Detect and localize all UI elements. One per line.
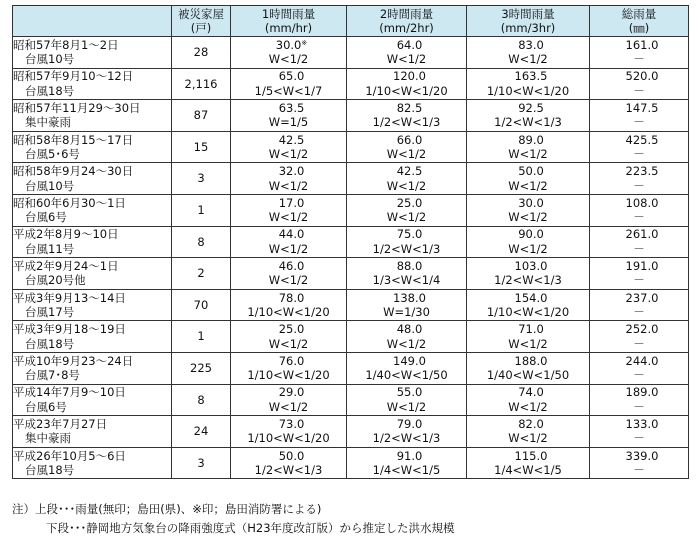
rainfall-2hr-value: 88.0	[396, 258, 423, 273]
event-period-cell	[13, 352, 172, 384]
flood-scale-1hr: W<1/2	[268, 52, 309, 67]
rainfall-3hr-cell	[467, 384, 590, 416]
rainfall-1hr-value: 25.0	[278, 322, 305, 337]
header-period	[13, 6, 172, 37]
damaged-houses-cell: 87	[172, 100, 231, 132]
rainfall-3hr-value: 115.0	[514, 448, 548, 463]
rainfall-1hr-value: 17.0	[278, 195, 305, 210]
rainfall-1hr-cell	[231, 226, 347, 258]
event-name: 台風5･6号	[25, 147, 80, 162]
event-period-cell	[13, 416, 172, 448]
rainfall-1hr-value: 78.0	[278, 290, 305, 305]
event-period-cell	[13, 321, 172, 353]
flood-scale-2hr: 1/10<W<1/20	[365, 83, 448, 98]
total-rainfall-cell	[590, 384, 689, 416]
flood-scale-1hr: W<1/2	[268, 241, 309, 256]
total-rainfall-cell	[590, 68, 689, 100]
rainfall-1hr-cell	[231, 289, 347, 321]
table-row	[13, 100, 689, 132]
header-2hr-rainfall: 2時間雨量 (mm/2hr)	[347, 6, 467, 37]
rainfall-2hr-value: 91.0	[396, 448, 423, 463]
event-name: 台風10号	[25, 52, 75, 67]
total-rainfall-value: 520.0	[625, 69, 659, 84]
rainfall-1hr-value: 32.0	[278, 164, 305, 179]
rainfall-1hr-cell	[231, 194, 347, 226]
rainfall-2hr-value: 120.0	[393, 69, 426, 84]
rainfall-2hr-cell	[347, 163, 467, 195]
table-row	[13, 321, 689, 353]
table-row	[13, 226, 689, 258]
table-row	[13, 258, 689, 290]
rainfall-3hr-value: 163.5	[514, 69, 548, 84]
event-period-cell	[13, 289, 172, 321]
header-3hr-rainfall: 3時間雨量 (mm/3hr)	[467, 6, 590, 37]
rainfall-1hr-cell	[231, 68, 347, 100]
rainfall-1hr-cell	[231, 447, 347, 479]
event-date: 平成3年9月18～19日	[13, 322, 126, 337]
rainfall-3hr-cell	[467, 258, 590, 290]
total-rainfall-value: 261.0	[625, 227, 659, 242]
rainfall-2hr-value: 75.0	[396, 227, 423, 242]
rainfall-3hr-cell	[467, 321, 590, 353]
flood-scale-1hr: W=1/5	[268, 115, 309, 130]
rainfall-1hr-value: 44.0	[278, 227, 305, 242]
total-scale-dash: －	[633, 368, 645, 383]
flood-scale-2hr: 1/2<W<1/3	[372, 115, 441, 130]
event-period-cell	[13, 100, 172, 132]
flood-scale-3hr: W<1/2	[508, 399, 548, 414]
table-row	[13, 416, 689, 448]
total-rainfall-cell	[590, 258, 689, 290]
rainfall-2hr-cell	[347, 194, 467, 226]
event-date: 昭和57年9月10～12日	[13, 69, 134, 84]
table-notes	[12, 500, 455, 538]
table-header-row	[13, 6, 689, 37]
total-rainfall-value: 108.0	[625, 195, 659, 210]
total-rainfall-value: 147.5	[625, 100, 659, 115]
event-date: 昭和60年6月30～1日	[13, 195, 126, 210]
rainfall-1hr-value: 30.0※	[275, 37, 308, 52]
event-name: 台風10号	[25, 178, 75, 193]
event-name: 台風18号	[25, 83, 75, 98]
rainfall-2hr-cell	[347, 100, 467, 132]
rainfall-3hr-cell	[467, 416, 590, 448]
total-scale-dash: －	[633, 178, 645, 193]
rainfall-1hr-cell	[231, 37, 347, 69]
rainfall-3hr-value: 92.5	[518, 100, 544, 115]
rainfall-2hr-value: 48.0	[396, 322, 423, 337]
rainfall-2hr-value: 66.0	[396, 132, 423, 147]
flood-scale-1hr: W<1/2	[268, 147, 309, 162]
flood-scale-3hr: 1/10<W<1/20	[486, 83, 570, 98]
rainfall-2hr-cell	[347, 258, 467, 290]
damaged-houses-cell: 2,116	[172, 68, 231, 100]
rainfall-3hr-cell	[467, 68, 590, 100]
flood-scale-1hr: 1/10<W<1/20	[247, 305, 330, 320]
rainfall-1hr-cell	[231, 321, 347, 353]
event-name: 台風20号他	[25, 273, 86, 288]
event-date: 平成2年9月24～1日	[13, 258, 119, 273]
rainfall-1hr-value: 65.0	[278, 69, 305, 84]
event-name: 台風11号	[25, 241, 75, 256]
rainfall-1hr-value: 63.5	[278, 100, 305, 115]
total-scale-dash: －	[633, 463, 645, 478]
rainfall-2hr-value: 79.0	[396, 416, 423, 431]
rainfall-1hr-value: 76.0	[278, 353, 305, 368]
total-rainfall-value: 425.5	[625, 132, 659, 147]
damaged-houses-cell: 70	[172, 289, 231, 321]
event-name: 台風18号	[25, 463, 75, 478]
rainfall-3hr-value: 82.0	[518, 416, 544, 431]
event-date: 平成10年9月23～24日	[13, 353, 134, 368]
event-period-cell	[13, 131, 172, 163]
flood-scale-1hr: 1/10<W<1/20	[247, 368, 330, 383]
event-name: 集中豪雨	[25, 115, 71, 130]
rainfall-3hr-value: 188.0	[514, 353, 548, 368]
flood-scale-3hr: 1/2<W<1/3	[494, 273, 562, 288]
total-rainfall-value: 223.5	[625, 164, 659, 179]
flood-scale-2hr: 1/2<W<1/3	[372, 241, 441, 256]
flood-scale-1hr: W<1/2	[268, 399, 309, 414]
total-rainfall-value: 161.0	[625, 37, 659, 52]
total-rainfall-value: 339.0	[625, 448, 659, 463]
flood-scale-1hr: W<1/2	[268, 210, 309, 225]
flood-scale-3hr: W<1/2	[508, 336, 548, 351]
rainfall-2hr-value: 149.0	[393, 353, 426, 368]
rainfall-2hr-cell	[347, 416, 467, 448]
damaged-houses-cell: 8	[172, 384, 231, 416]
event-period-cell	[13, 226, 172, 258]
total-scale-dash: －	[633, 273, 645, 288]
header-1hr-rainfall: 1時間雨量 (mm/hr)	[231, 6, 347, 37]
event-date: 昭和58年8月15～17日	[13, 132, 134, 147]
flood-scale-2hr: W<1/2	[386, 147, 427, 162]
rainfall-1hr-value: 29.0	[278, 385, 305, 400]
flood-scale-2hr: 1/4<W<1/5	[372, 463, 441, 478]
total-rainfall-cell	[590, 447, 689, 479]
event-name: 台風6号	[25, 210, 67, 225]
flood-scale-1hr: W<1/2	[268, 336, 309, 351]
total-scale-dash: －	[633, 115, 645, 130]
rainfall-3hr-cell	[467, 194, 590, 226]
rainfall-2hr-cell	[347, 321, 467, 353]
flood-scale-2hr: 1/2<W<1/3	[372, 431, 441, 446]
event-period-cell	[13, 37, 172, 69]
event-period-cell	[13, 68, 172, 100]
rainfall-2hr-cell	[347, 226, 467, 258]
flood-scale-3hr: 1/10<W<1/20	[486, 305, 570, 320]
rainfall-1hr-cell	[231, 131, 347, 163]
rainfall-3hr-value: 71.0	[518, 322, 544, 337]
flood-scale-3hr: W<1/2	[508, 178, 548, 193]
total-scale-dash: －	[633, 305, 645, 320]
table-row	[13, 68, 689, 100]
flood-scale-2hr: W<1/2	[386, 336, 427, 351]
event-period-cell	[13, 163, 172, 195]
total-rainfall-cell	[590, 226, 689, 258]
total-rainfall-cell	[590, 289, 689, 321]
rainfall-2hr-value: 25.0	[396, 195, 423, 210]
rainfall-2hr-value: 42.5	[396, 164, 423, 179]
total-rainfall-cell	[590, 352, 689, 384]
total-rainfall-value: 237.0	[625, 290, 659, 305]
total-rainfall-cell	[590, 37, 689, 69]
flood-scale-2hr: 1/40<W<1/50	[365, 368, 448, 383]
flood-scale-2hr: W<1/2	[386, 178, 427, 193]
event-period-cell	[13, 258, 172, 290]
event-date: 平成23年7月27日	[13, 416, 108, 431]
rainfall-1hr-value: 73.0	[278, 416, 305, 431]
rainfall-1hr-cell	[231, 384, 347, 416]
flood-scale-2hr: W<1/2	[386, 399, 427, 414]
rainfall-3hr-value: 103.0	[514, 258, 548, 273]
total-rainfall-value: 252.0	[625, 322, 659, 337]
total-rainfall-cell	[590, 163, 689, 195]
event-date: 昭和57年8月1～2日	[13, 37, 119, 52]
total-scale-dash: －	[633, 241, 645, 256]
flood-scale-1hr: 1/5<W<1/7	[254, 83, 323, 98]
rainfall-2hr-value: 55.0	[396, 385, 423, 400]
rainfall-2hr-value: 138.0	[393, 290, 426, 305]
total-scale-dash: －	[633, 399, 645, 414]
note-lower-rows: 下段･･･静岡地方気象台の降雨強度式（H23年度改訂版）から推定した洪水規模	[46, 521, 455, 535]
event-period-cell	[13, 194, 172, 226]
rainfall-3hr-cell	[467, 163, 590, 195]
rainfall-2hr-cell	[347, 447, 467, 479]
event-name: 台風6号	[25, 399, 67, 414]
rainfall-2hr-value: 64.0	[396, 37, 423, 52]
event-date: 平成2年8月9～10日	[13, 227, 119, 242]
event-period-cell	[13, 447, 172, 479]
rainfall-2hr-cell	[347, 37, 467, 69]
damaged-houses-cell: 24	[172, 416, 231, 448]
flood-scale-1hr: W<1/2	[268, 178, 309, 193]
rainfall-1hr-cell	[231, 416, 347, 448]
flood-scale-1hr: 1/10<W<1/20	[247, 431, 330, 446]
rainfall-3hr-value: 74.0	[518, 385, 544, 400]
damaged-houses-cell: 1	[172, 194, 231, 226]
rainfall-3hr-value: 30.0	[518, 195, 544, 210]
rainfall-2hr-cell	[347, 289, 467, 321]
damaged-houses-cell: 1	[172, 321, 231, 353]
rainfall-1hr-value: 50.0	[278, 448, 305, 463]
flood-scale-1hr: 1/2<W<1/3	[254, 463, 323, 478]
table-row	[13, 352, 689, 384]
rainfall-disaster-table	[12, 5, 689, 479]
event-name: 台風18号	[25, 336, 75, 351]
damaged-houses-cell: 8	[172, 226, 231, 258]
header-total-rainfall: 総雨量 (㎜)	[590, 6, 689, 37]
damaged-houses-cell: 28	[172, 37, 231, 69]
total-rainfall-value: 189.0	[625, 385, 659, 400]
rainfall-2hr-value: 82.5	[396, 100, 423, 115]
damaged-houses-cell: 15	[172, 131, 231, 163]
total-rainfall-cell	[590, 131, 689, 163]
damaged-houses-cell: 3	[172, 163, 231, 195]
total-rainfall-cell	[590, 100, 689, 132]
event-period-cell	[13, 384, 172, 416]
table-row	[13, 37, 689, 69]
event-date: 昭和58年9月24～30日	[13, 164, 134, 179]
table-row	[13, 289, 689, 321]
flood-scale-3hr: W<1/2	[508, 210, 548, 225]
damaged-houses-cell: 3	[172, 447, 231, 479]
flood-scale-3hr: W<1/2	[508, 431, 548, 446]
rainfall-3hr-value: 89.0	[518, 132, 544, 147]
damaged-houses-cell: 225	[172, 352, 231, 384]
total-rainfall-value: 244.0	[625, 353, 659, 368]
total-scale-dash: －	[633, 83, 645, 98]
rainfall-3hr-cell	[467, 131, 590, 163]
table-row	[13, 384, 689, 416]
rainfall-2hr-cell	[347, 352, 467, 384]
event-name: 台風7･8号	[25, 368, 80, 383]
rainfall-1hr-cell	[231, 258, 347, 290]
flood-scale-3hr: 1/40<W<1/50	[486, 368, 570, 383]
rainfall-2hr-cell	[347, 384, 467, 416]
rainfall-3hr-cell	[467, 447, 590, 479]
rainfall-3hr-cell	[467, 226, 590, 258]
rainfall-3hr-value: 154.0	[514, 290, 548, 305]
flood-scale-3hr: 1/4<W<1/5	[494, 463, 562, 478]
header-damaged-houses: 被災家屋 (戸)	[172, 6, 231, 37]
source-note-mark: ※	[301, 38, 308, 47]
total-rainfall-cell	[590, 321, 689, 353]
flood-scale-3hr: W<1/2	[508, 52, 548, 67]
total-rainfall-cell	[590, 194, 689, 226]
rainfall-table-container	[12, 5, 688, 479]
table-row	[13, 163, 689, 195]
total-scale-dash: －	[633, 147, 645, 162]
total-scale-dash: －	[633, 431, 645, 446]
flood-scale-2hr: 1/3<W<1/4	[372, 273, 441, 288]
event-date: 平成3年9月13～14日	[13, 290, 126, 305]
table-row	[13, 194, 689, 226]
event-name: 集中豪雨	[25, 431, 71, 446]
note-upper-rows: 注）上段･･･雨量(無印；島田(県)、※印；島田消防署による)	[12, 502, 322, 516]
flood-scale-2hr: W<1/2	[386, 210, 427, 225]
rainfall-2hr-cell	[347, 68, 467, 100]
rainfall-3hr-cell	[467, 289, 590, 321]
event-date: 平成14年7月9～10日	[13, 385, 126, 400]
flood-scale-3hr: W<1/2	[508, 241, 548, 256]
damaged-houses-cell: 2	[172, 258, 231, 290]
event-date: 平成26年10月5～6日	[13, 448, 126, 463]
flood-scale-2hr: W=1/30	[383, 305, 430, 320]
rainfall-3hr-value: 90.0	[518, 227, 544, 242]
total-rainfall-value: 191.0	[625, 258, 659, 273]
rainfall-3hr-value: 83.0	[518, 37, 544, 52]
table-row	[13, 447, 689, 479]
rainfall-1hr-value: 42.5	[278, 132, 305, 147]
flood-scale-2hr: W<1/2	[386, 52, 427, 67]
rainfall-2hr-cell	[347, 131, 467, 163]
total-rainfall-cell	[590, 416, 689, 448]
event-name: 台風17号	[25, 305, 75, 320]
rainfall-1hr-cell	[231, 352, 347, 384]
total-rainfall-value: 133.0	[625, 416, 659, 431]
flood-scale-1hr: W<1/2	[268, 273, 309, 288]
rainfall-1hr-cell	[231, 100, 347, 132]
rainfall-3hr-cell	[467, 37, 590, 69]
total-scale-dash: －	[633, 336, 645, 351]
table-row	[13, 131, 689, 163]
flood-scale-3hr: W<1/2	[508, 147, 548, 162]
flood-scale-3hr: 1/2<W<1/3	[494, 115, 562, 130]
rainfall-1hr-cell	[231, 163, 347, 195]
rainfall-1hr-value: 46.0	[278, 258, 305, 273]
rainfall-3hr-cell	[467, 100, 590, 132]
rainfall-3hr-cell	[467, 352, 590, 384]
total-scale-dash: －	[633, 210, 645, 225]
total-scale-dash: －	[633, 52, 645, 67]
rainfall-3hr-value: 50.0	[518, 164, 544, 179]
event-date: 昭和57年11月29～30日	[13, 100, 141, 115]
